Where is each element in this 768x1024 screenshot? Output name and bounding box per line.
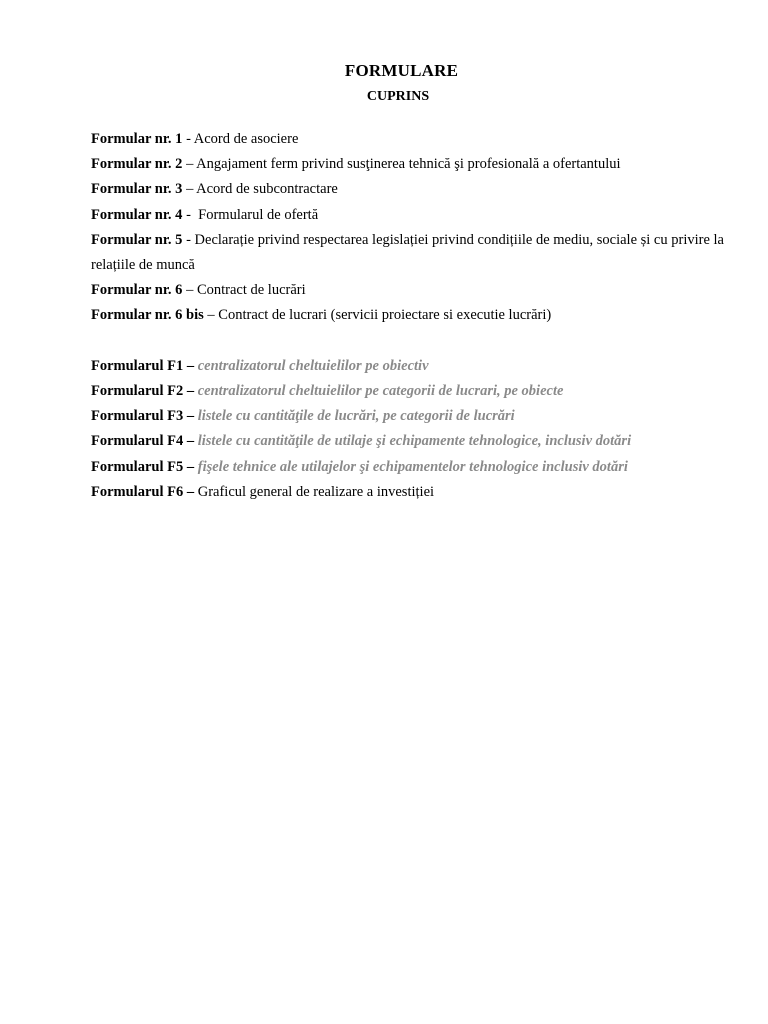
list-item-description: listele cu cantităţile de utilaje şi echipamente tehnologice, inclusiv dotări	[197, 433, 632, 450]
list-item-separator: –	[183, 408, 198, 425]
list-item-description: Declarație privind respectarea legislației privind condițiile de mediu, sociale și cu privire la relațiile de muncă	[91, 231, 724, 274]
list-item	[91, 177, 731, 202]
list-item	[91, 228, 731, 278]
list-item-key: Formularul F1	[91, 357, 184, 374]
list-item-separator: -	[182, 131, 194, 147]
list-item-description: Contract de lucrări	[196, 282, 306, 299]
list-item	[91, 455, 731, 480]
list-item-description: Acord de subcontractare	[196, 181, 338, 198]
list-item-key: Formular nr. 6	[91, 282, 183, 299]
list-item-key: Formular nr. 4	[91, 206, 183, 223]
list-item-key: Formularul F6	[91, 483, 184, 500]
list-item	[91, 127, 731, 152]
list-item-key: Formularul F5	[91, 458, 184, 475]
list-item-description: fişele tehnice ale utilajelor şi echipamentelor tehnologice inclusiv dotări	[197, 458, 628, 475]
list-item-description: Contract de lucrari (servicii proiectare si executie lucrări)	[218, 307, 552, 324]
list-item	[91, 278, 731, 303]
list-item	[91, 354, 731, 379]
list-item-separator: -	[182, 231, 195, 248]
list-item-separator: –	[182, 282, 197, 299]
list-item-key: Formular nr. 5	[91, 231, 183, 248]
list-item-separator: -	[182, 206, 199, 223]
list-item-separator: –	[183, 357, 198, 374]
list-item	[91, 203, 731, 228]
list-item-description: Formularul de ofertă	[198, 206, 319, 223]
list-item-separator: –	[182, 181, 197, 198]
list-item-separator: –	[183, 433, 198, 450]
list-item-separator: –	[183, 483, 198, 500]
list-item-key: Formular nr. 1	[91, 131, 183, 147]
list-item-key: Formular nr. 6 bis	[91, 307, 204, 324]
list-item	[91, 404, 731, 429]
list-item-key: Formularul F4	[91, 433, 184, 450]
document-subtitle: CUPRINS	[366, 89, 430, 104]
list-item-description: listele cu cantităţile de lucrări, pe categorii de lucrări	[197, 408, 515, 425]
list-item-description: Angajament ferm privind susţinerea tehnică şi profesională a ofertantului	[196, 156, 621, 173]
list-item-separator: –	[182, 156, 197, 173]
list-item-separator: –	[183, 458, 198, 475]
list-item-key: Formular nr. 2	[91, 156, 183, 173]
list-item-description: centralizatorul cheltuielilor pe obiectiv	[197, 357, 429, 374]
list-item-description: centralizatorul cheltuielilor pe categorii de lucrari, pe obiecte	[197, 383, 564, 400]
list-item	[91, 480, 731, 505]
list-item-separator: –	[203, 307, 219, 324]
list-item	[91, 379, 731, 404]
list-item-description: Acord de asociere	[193, 131, 299, 147]
list-item	[91, 303, 731, 328]
list-item	[91, 152, 731, 177]
list-item	[91, 429, 731, 454]
section-spacer	[91, 329, 731, 354]
list-item-key: Formularul F2	[91, 383, 184, 400]
contents-list	[91, 127, 731, 505]
list-item-key: Formular nr. 3	[91, 181, 183, 198]
list-item-separator: –	[183, 383, 198, 400]
list-item-key: Formularul F3	[91, 408, 184, 425]
list-item-description: Graficul general de realizare a investiției	[197, 483, 435, 500]
document-title: FORMULARE	[344, 61, 459, 80]
